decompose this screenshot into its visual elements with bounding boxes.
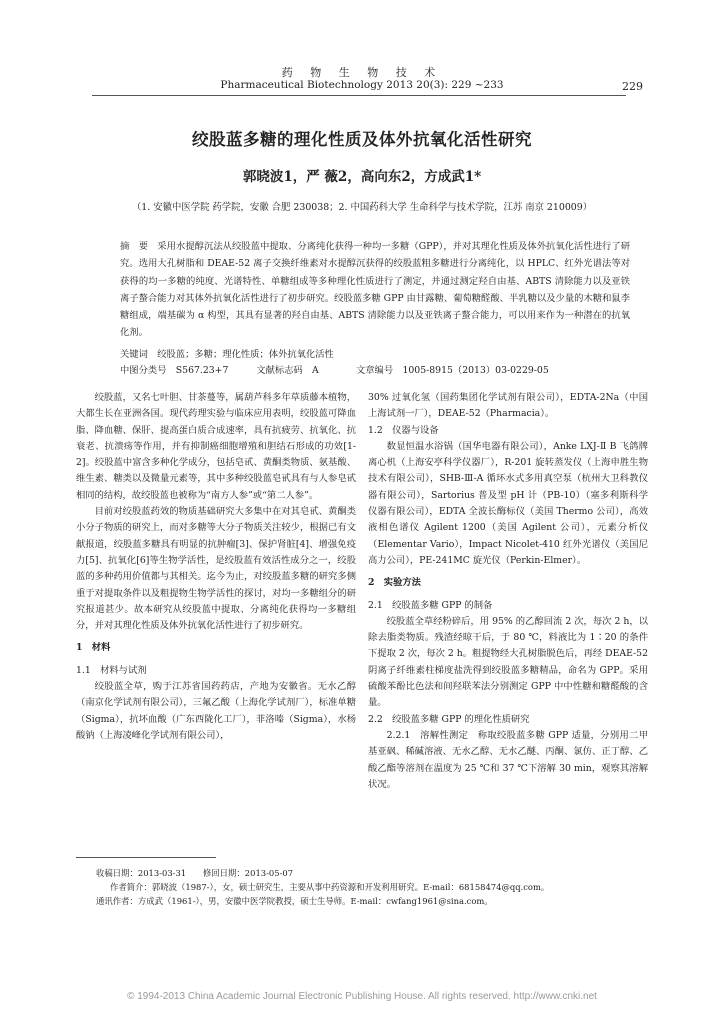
left-column	[76, 390, 356, 744]
article-title: 绞股蓝多糖的理化性质及体外抗氧化活性研究	[192, 130, 532, 149]
section-heading-methods: 2 实验方法	[368, 577, 421, 589]
footnotes	[96, 866, 656, 908]
page-number: 229	[622, 80, 643, 93]
author-affiliation: （1. 安徽中医学院 药学院，安徽 合肥 230038；2. 中国药科大学 生命科学与技术学院，江苏 南京 210009）	[131, 202, 593, 213]
solubility-paragraph: 2.2.1 溶解性测定 称取绞股蓝多糖 GPP 适量，分别用二甲基亚砜、稀碱溶液、无水乙醇、无水乙醚、丙酮、氯仿、正丁醇、乙酸乙酯等溶剂在温度为 25 ℃和 37 ℃下溶解 30 min，观察其溶解状况。	[368, 729, 648, 790]
reagents-paragraph: 绞股蓝全草，购于江苏省国药药店，产地为安徽省。无水乙醇（南京化学试剂有限公司），三氟乙酸（上海化学试剂厂），标准单糖（Sigma），抗坏血酸（广东西陇化工厂），菲洛嗪（Sigma），水杨酸钠（上海凌峰化学试剂有限公司），	[76, 681, 356, 741]
journal-name-cn: 药 物 生 物 技 术	[281, 66, 443, 79]
intro-paragraph-1: 绞股蓝，又名七叶胆、甘茶蔓等，属葫芦科多年草质藤本植物，大都生长在亚洲各国。现代药理实验与临床应用表明，绞股蓝可降血脂、降血糖、保肝、提高蛋白质合成速率，具有抗疲劳、抗氧化、抗衰老、抗溃疡等作用，并有抑制癌细胞增殖和胆结石形成的功效[1-2]。绞股蓝中富含多种化学成分，包括皂甙、黄酮类物质、氨基酸、维生素、糖类以及微量元素等，其中多种绞股蓝皂甙具有与人参皂甙相同的结构，故绞股蓝也被称为“南方人参”或“第二人参”。	[76, 392, 356, 501]
subsection-heading-instruments: 1.2 仪器与设备	[368, 424, 439, 436]
subsection-heading-reagents: 1.1 材料与试剂	[76, 664, 147, 676]
intro-paragraph-2: 目前对绞股蓝药效的物质基础研究大多集中在对其皂甙、黄酮类小分子物质的研究上，而对多糖等大分子物质关注较少，根据已有文献报道，绞股蓝多糖具有明显的抗肿瘤[3]、保护肾脏[4]、增强免疫力[5]、抗氧化[6]等生物学活性，是绞股蓝有效活性成分之一，绞股蓝的多种药用价值都与其相关。迄今为止，对绞股蓝多糖的研究多侧重于对提取条件以及粗提物生物学活性的探讨，对均一多糖组分的研究报道甚少。故本研究从绞股蓝中提取、分离纯化获得均一多糖组分，并对其理化性质及体外抗氧化活性进行了初步研究。	[76, 506, 356, 632]
reagents-continued: 30% 过氧化氢（国药集团化学试剂有限公司），EDTA-2Na（中国上海试剂一厂），DEAE-52（Pharmacia）。	[368, 392, 648, 420]
keywords: 关键词 绞股蓝；多糖；理化性质；体外抗氧化活性	[120, 349, 334, 360]
footnote-author-intro: 作者简介：郭晓波（1987-），女，硕士研究生，主要从事中药资源和开发利用研究。E-mail：68158474@qq.com。	[110, 882, 550, 892]
subsection-heading-preparation: 2.1 绞股蓝多糖 GPP 的制备	[368, 599, 493, 611]
footnote-received: 收稿日期：2013-03-31 修回日期：2013-05-07	[96, 868, 294, 878]
article-authors: 郭晓波1，严 薇2，高向东2，方成武1*	[242, 169, 482, 185]
header-rule	[92, 95, 626, 96]
right-column	[368, 390, 648, 793]
instruments-paragraph: 数显恒温水浴锅（国华电器有限公司），Anke LXJ-Ⅱ B 飞鸽牌离心机（上海安亭科学仪器厂），R-201 旋转蒸发仪（上海申胜生物技术有限公司），SHB-Ⅲ-A 循环水式多用真空泵（杭州大卫科教仪器有限公司），Sartorius 普及型 pH 计（PB-10）（塞多利斯科学仪器有限公司），EDTA 全波长酶标仪（美国 Thermo 公司），高效液相色谱仪 Agilent 1200（美国 Agilent 公司），元素分析仪（Elementar Vario），Impact Nicolet-410 红外光谱仪（美国尼高力公司），PE-241MC 旋光仪（Perkin-Elmer）。	[368, 440, 648, 566]
section-heading-materials: 1 材料	[76, 642, 111, 654]
preparation-paragraph: 绞股蓝全草经粉碎后，用 95% 的乙醇回流 2 次，每次 2 h，以除去脂类物质。残渣经晾干后，于 80 ℃，料液比为 1∶20 的条件下提取 2 次，每次 2 h。粗提物经大孔树脂脱色后，再经 DEAE-52 阴离子纤维素柱梯度盐洗得到绞股蓝多糖精品，命名为 GPP。采用硫酸苯酚比色法和间羟联苯法分别测定 GPP 中中性糖和糖醛酸的含量。	[368, 615, 649, 709]
copyright-line: © 1994-2013 China Academic Journal Electronic Publishing House. All rights reserved. http://www.cnki.net	[127, 991, 597, 1002]
footnote-rule	[76, 857, 216, 858]
classification-line: 中图分类号 S567.23+7 文献标志码 A 文章编号 1005-8915（2013）03-0229-05	[120, 365, 549, 376]
subsection-heading-properties: 2.2 绞股蓝多糖 GPP 的理化性质研究	[368, 713, 530, 725]
footnote-correspondence: 通讯作者：方成武（1961-），男，安徽中医学院教授，硕士生导师。E-mail：cwfang1961@sina.com。	[96, 896, 493, 906]
abstract: 摘 要 采用水提醇沉法从绞股蓝中提取、分离纯化获得一种均一多糖（GPP），并对其理化性质及体外抗氧化活性进行了研究。选用大孔树脂和 DEAE-52 离子交换纤维素对水提醇沉获得的绞股蓝粗多糖进行分离纯化，以 HPLC、红外光谱法等对获得的均一多糖的纯度、光谱特性、单糖组成等多种理化性质进行了测定，并通过测定羟自由基、ABTS 清除能力以及亚铁离子螯合能力对其体外抗氧化活性进行了初步研究。绞股蓝多糖 GPP 由甘露糖、葡萄糖醛酸、半乳糖以及少量的木糖和鼠李糖组成，端基碳为 α 构型，其具有显著的羟自由基、ABTS 清除能力以及亚铁离子螯合能力，可以用来作为一种潜在的抗氧化剂。	[120, 241, 630, 339]
journal-name-en: Pharmaceutical Biotechnology 2013 20(3): 229 ~233	[220, 79, 504, 91]
